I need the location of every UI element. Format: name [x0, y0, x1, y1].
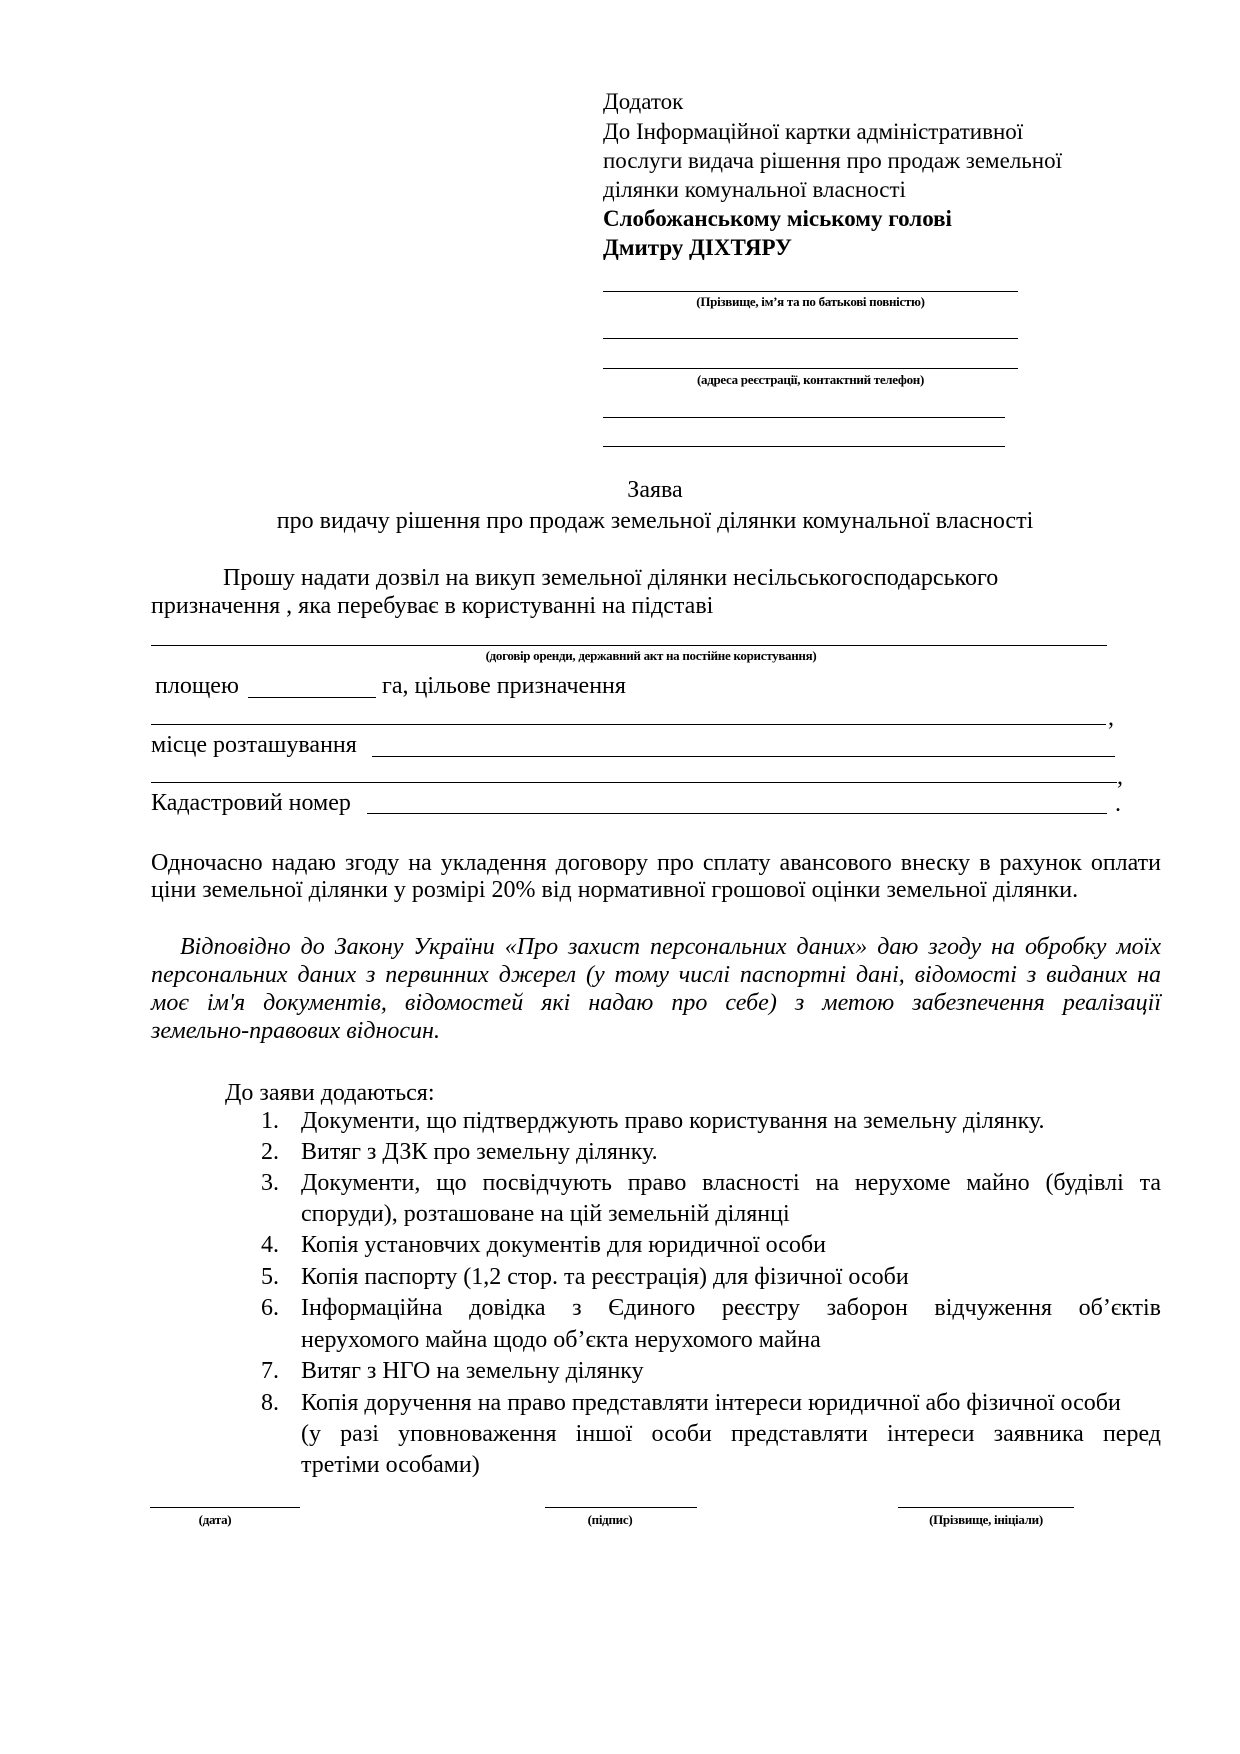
consent-text: ціни земельної ділянки у розмірі 20% від нормативної грошової оцінки земельної ділянки.: [151, 877, 1079, 903]
list-item: нерухомого майна щодо об’єкта нерухомого майна: [301, 1327, 821, 1353]
basis-field[interactable]: [151, 645, 1107, 646]
location-field-2[interactable]: [151, 782, 1117, 783]
signature-caption: (підпис): [587, 1512, 633, 1527]
list-number: 5.: [261, 1264, 279, 1290]
list-number: 3.: [261, 1170, 279, 1196]
signature-field[interactable]: [545, 1507, 697, 1508]
cadastral-number-field[interactable]: [367, 813, 1107, 814]
location-label: місце розташування: [151, 732, 357, 758]
addressee-title: Слобожанському міському голові: [603, 206, 952, 231]
annex-label: Додаток: [603, 89, 684, 114]
period: .: [1115, 791, 1121, 817]
date-field[interactable]: [150, 1507, 300, 1508]
document-title: Заява: [627, 477, 683, 503]
location-field[interactable]: [372, 756, 1115, 757]
request-text: призначення , яка перебуває в користуванні на підставі: [151, 593, 714, 619]
list-number: 6.: [261, 1295, 279, 1321]
applicant-address-field[interactable]: [603, 368, 1018, 369]
applicant-address-caption: (адреса реєстрації, контактний телефон): [696, 372, 925, 387]
personal-data-text: моє ім'я документів, відомостей які надаю про себе) з метою забезпечення реалізації: [151, 990, 1161, 1016]
list-number: 1.: [261, 1108, 279, 1134]
list-number: 7.: [261, 1358, 279, 1384]
list-item: третіми особами): [301, 1452, 480, 1478]
date-caption: (дата): [198, 1512, 232, 1527]
area-label: площею: [155, 673, 239, 699]
list-item: Копія установчих документів для юридичної особи: [301, 1232, 826, 1258]
list-item: Інформаційна довідка з Єдиного реєстру заборон відчуження об’єктів: [301, 1295, 1161, 1321]
personal-data-text: земельно-правових відносин.: [151, 1018, 440, 1044]
personal-data-text: персональних даних з первинних джерел (у тому числі паспортні дані, відомості з виданих на: [151, 962, 1161, 988]
applicant-address-field-2[interactable]: [603, 417, 1005, 418]
list-item: Витяг з ДЗК про земельну ділянку.: [301, 1139, 658, 1165]
list-item: Копія доручення на право представляти інтереси юридичної або фізичної особи: [301, 1390, 1121, 1416]
list-item: (у разі уповноваження іншої особи представляти інтереси заявника перед: [301, 1421, 1161, 1447]
name-initials-field[interactable]: [898, 1507, 1074, 1508]
addressee-name: Дмитру ДІХТЯРУ: [603, 235, 792, 260]
request-text: Прошу надати дозвіл на викуп земельної ділянки несільськогосподарського: [223, 565, 999, 591]
applicant-name-field-2[interactable]: [603, 338, 1018, 339]
basis-caption: (договір оренди, державний акт на постійне користування): [485, 648, 817, 663]
name-initials-caption: (Прізвище, ініціали): [929, 1512, 1043, 1527]
list-item: Документи, що посвідчують право власності на нерухоме майно (будівлі та: [301, 1170, 1161, 1196]
purpose-label: га, цільове призначення: [382, 673, 626, 699]
cadastral-label: Кадастровий номер: [151, 790, 351, 816]
applicant-phone-field[interactable]: [603, 446, 1005, 447]
personal-data-text: Відповідно до Закону України «Про захист персональних даних» даю згоду на обробку моїх: [180, 934, 1161, 960]
consent-text: Одночасно надаю згоду на укладення договору про сплату авансового внеску в рахунок оплати: [151, 850, 1161, 876]
annex-line: послуги видача рішення про продаж земельної: [603, 148, 1062, 173]
area-field[interactable]: [248, 697, 376, 698]
annex-line: До Інформаційної картки адміністративної: [603, 119, 1024, 144]
list-item: Копія паспорту (1,2 стор. та реєстрація) для фізичної особи: [301, 1264, 909, 1290]
purpose-field[interactable]: [151, 724, 1106, 725]
comma: ,: [1117, 764, 1123, 790]
list-item: Документи, що підтверджують право користування на земельну ділянку.: [301, 1108, 1045, 1134]
applicant-name-field[interactable]: [603, 291, 1018, 292]
annex-line: ділянки комунальної власності: [603, 177, 906, 202]
list-number: 4.: [261, 1232, 279, 1258]
applicant-name-caption: (Прізвище, ім’я та по батькові повністю): [696, 294, 925, 309]
attachments-heading: До заяви додаються:: [225, 1080, 435, 1106]
list-item: споруди), розташоване на цій земельній ділянці: [301, 1201, 790, 1227]
list-item: Витяг з НГО на земельну ділянку: [301, 1358, 644, 1384]
document-subtitle: про видачу рішення про продаж земельної ділянки комунальної власності: [276, 508, 1034, 534]
comma: ,: [1108, 705, 1114, 731]
list-number: 2.: [261, 1139, 279, 1165]
list-number: 8.: [261, 1390, 279, 1416]
